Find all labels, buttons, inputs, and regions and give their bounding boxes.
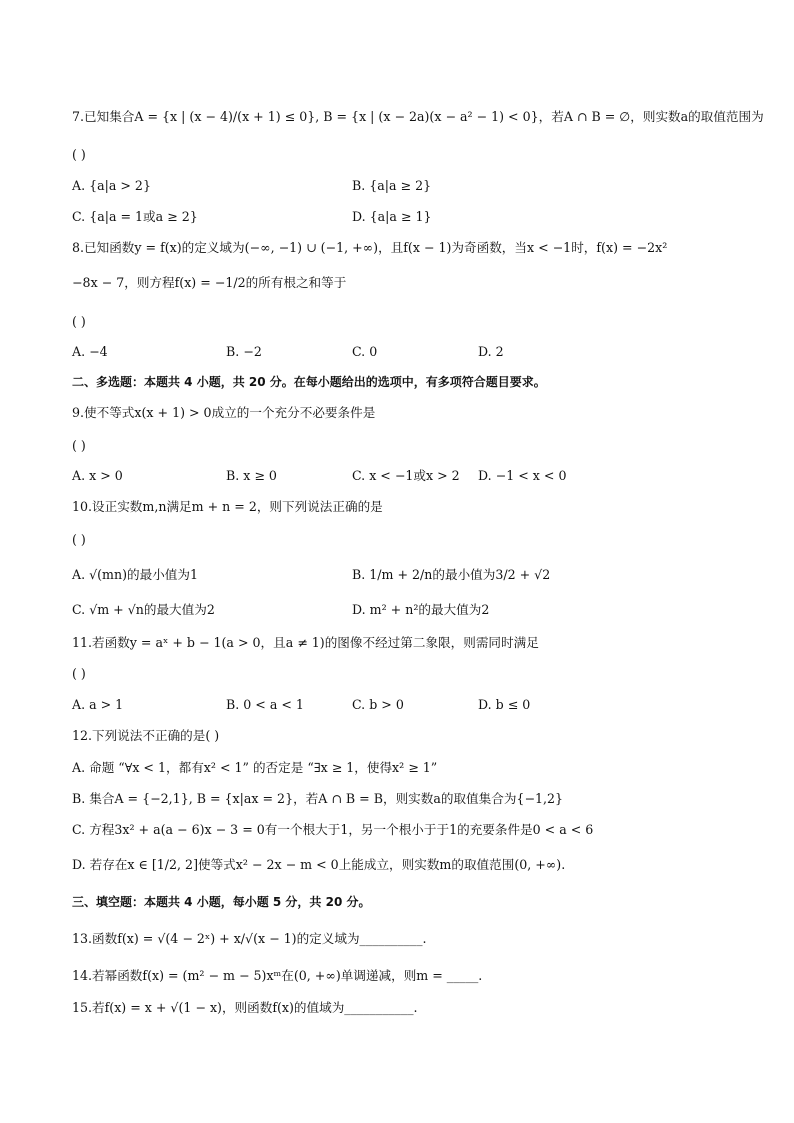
q7-option-c: C. {a|a = 1或a ≥ 2}	[72, 209, 198, 224]
q12-option-d: D. 若存在x ∈ [1/2, 2]使等式x² − 2x − m < 0上能成立，则实数m的取值范围(0, +∞).	[72, 857, 566, 872]
q7-option-a: A. {a|a > 2}	[72, 178, 151, 193]
q8-stem-line1: 8.已知函数y = f(x)的定义域为(−∞, −1) ∪ (−1, +∞)，且f(x − 1)为奇函数，当x < −1时，f(x) = −2x²	[72, 240, 668, 255]
q11-option-a: A. a > 1	[72, 697, 124, 712]
q8-option-d: D. 2	[478, 344, 504, 359]
q9-option-d: D. −1 < x < 0	[478, 468, 567, 483]
q9-option-b: B. x ≥ 0	[226, 468, 277, 483]
q9-option-c: C. x < −1或x > 2	[352, 468, 460, 483]
q12-option-a: A. 命题 “∀x < 1，都有x² < 1” 的否定是 “∃x ≥ 1，使得x² ≥ 1”	[72, 760, 438, 775]
section2-header: 二、多选题：本题共 4 小题，共 20 分。在每小题给出的选项中，有多项符合题目要求。	[72, 375, 546, 389]
q8-option-c: C. 0	[352, 344, 378, 359]
q13-stem: 13.函数f(x) = √(4 − 2ˣ) + x/√(x − 1)的定义域为__________.	[72, 931, 427, 946]
q9-paren: ( )	[72, 438, 86, 453]
q7-stem: 7.已知集合A = {x | (x − 4)/(x + 1) ≤ 0}, B = {x | (x − 2a)(x − a² − 1) < 0}，若A ∩ B = ∅，则实数a的取值范围为	[72, 109, 764, 124]
q8-option-b: B. −2	[226, 344, 262, 359]
section3-header: 三、填空题：本题共 4 小题，每小题 5 分，共 20 分。	[72, 895, 371, 909]
q7-paren: ( )	[72, 147, 86, 162]
q8-stem-line2: −8x − 7，则方程f(x) = −1/2的所有根之和等于	[72, 275, 347, 290]
q9-stem: 9.使不等式x(x + 1) > 0成立的一个充分不必要条件是	[72, 405, 376, 420]
q10-paren: ( )	[72, 532, 86, 547]
q14-stem: 14.若幂函数f(x) = (m² − m − 5)xᵐ在(0, +∞)单调递减，则m = _____.	[72, 968, 483, 983]
q9-option-a: A. x > 0	[72, 468, 123, 483]
q8-paren: ( )	[72, 314, 86, 329]
q10-option-a: A. √(mn)的最小值为1	[72, 567, 198, 582]
q11-option-c: C. b > 0	[352, 697, 404, 712]
q12-stem: 12.下列说法不正确的是( )	[72, 728, 220, 743]
q12-option-c: C. 方程3x² + a(a − 6)x − 3 = 0有一个根大于1，另一个根小于于1的充要条件是0 < a < 6	[72, 822, 594, 837]
q11-option-d: D. b ≤ 0	[478, 697, 531, 712]
q7-option-d: D. {a|a ≥ 1}	[352, 209, 432, 224]
q10-stem: 10.设正实数m,n满足m + n = 2，则下列说法正确的是	[72, 499, 383, 514]
q11-option-b: B. 0 < a < 1	[226, 697, 304, 712]
q12-option-b: B. 集合A = {−2,1}, B = {x|ax = 2}，若A ∩ B = B，则实数a的取值集合为{−1,2}	[72, 791, 564, 806]
q11-paren: ( )	[72, 666, 86, 681]
q11-stem: 11.若函数y = aˣ + b − 1(a > 0，且a ≠ 1)的图像不经过第二象限，则需同时满足	[72, 635, 539, 650]
q10-option-b: B. 1/m + 2/n的最小值为3/2 + √2	[352, 567, 551, 582]
q10-option-d: D. m² + n²的最大值为2	[352, 602, 490, 617]
q8-option-a: A. −4	[72, 344, 108, 359]
q15-stem: 15.若f(x) = x + √(1 − x)，则函数f(x)的值域为___________.	[72, 1000, 418, 1015]
q7-option-b: B. {a|a ≥ 2}	[352, 178, 432, 193]
q10-option-c: C. √m + √n的最大值为2	[72, 602, 215, 617]
